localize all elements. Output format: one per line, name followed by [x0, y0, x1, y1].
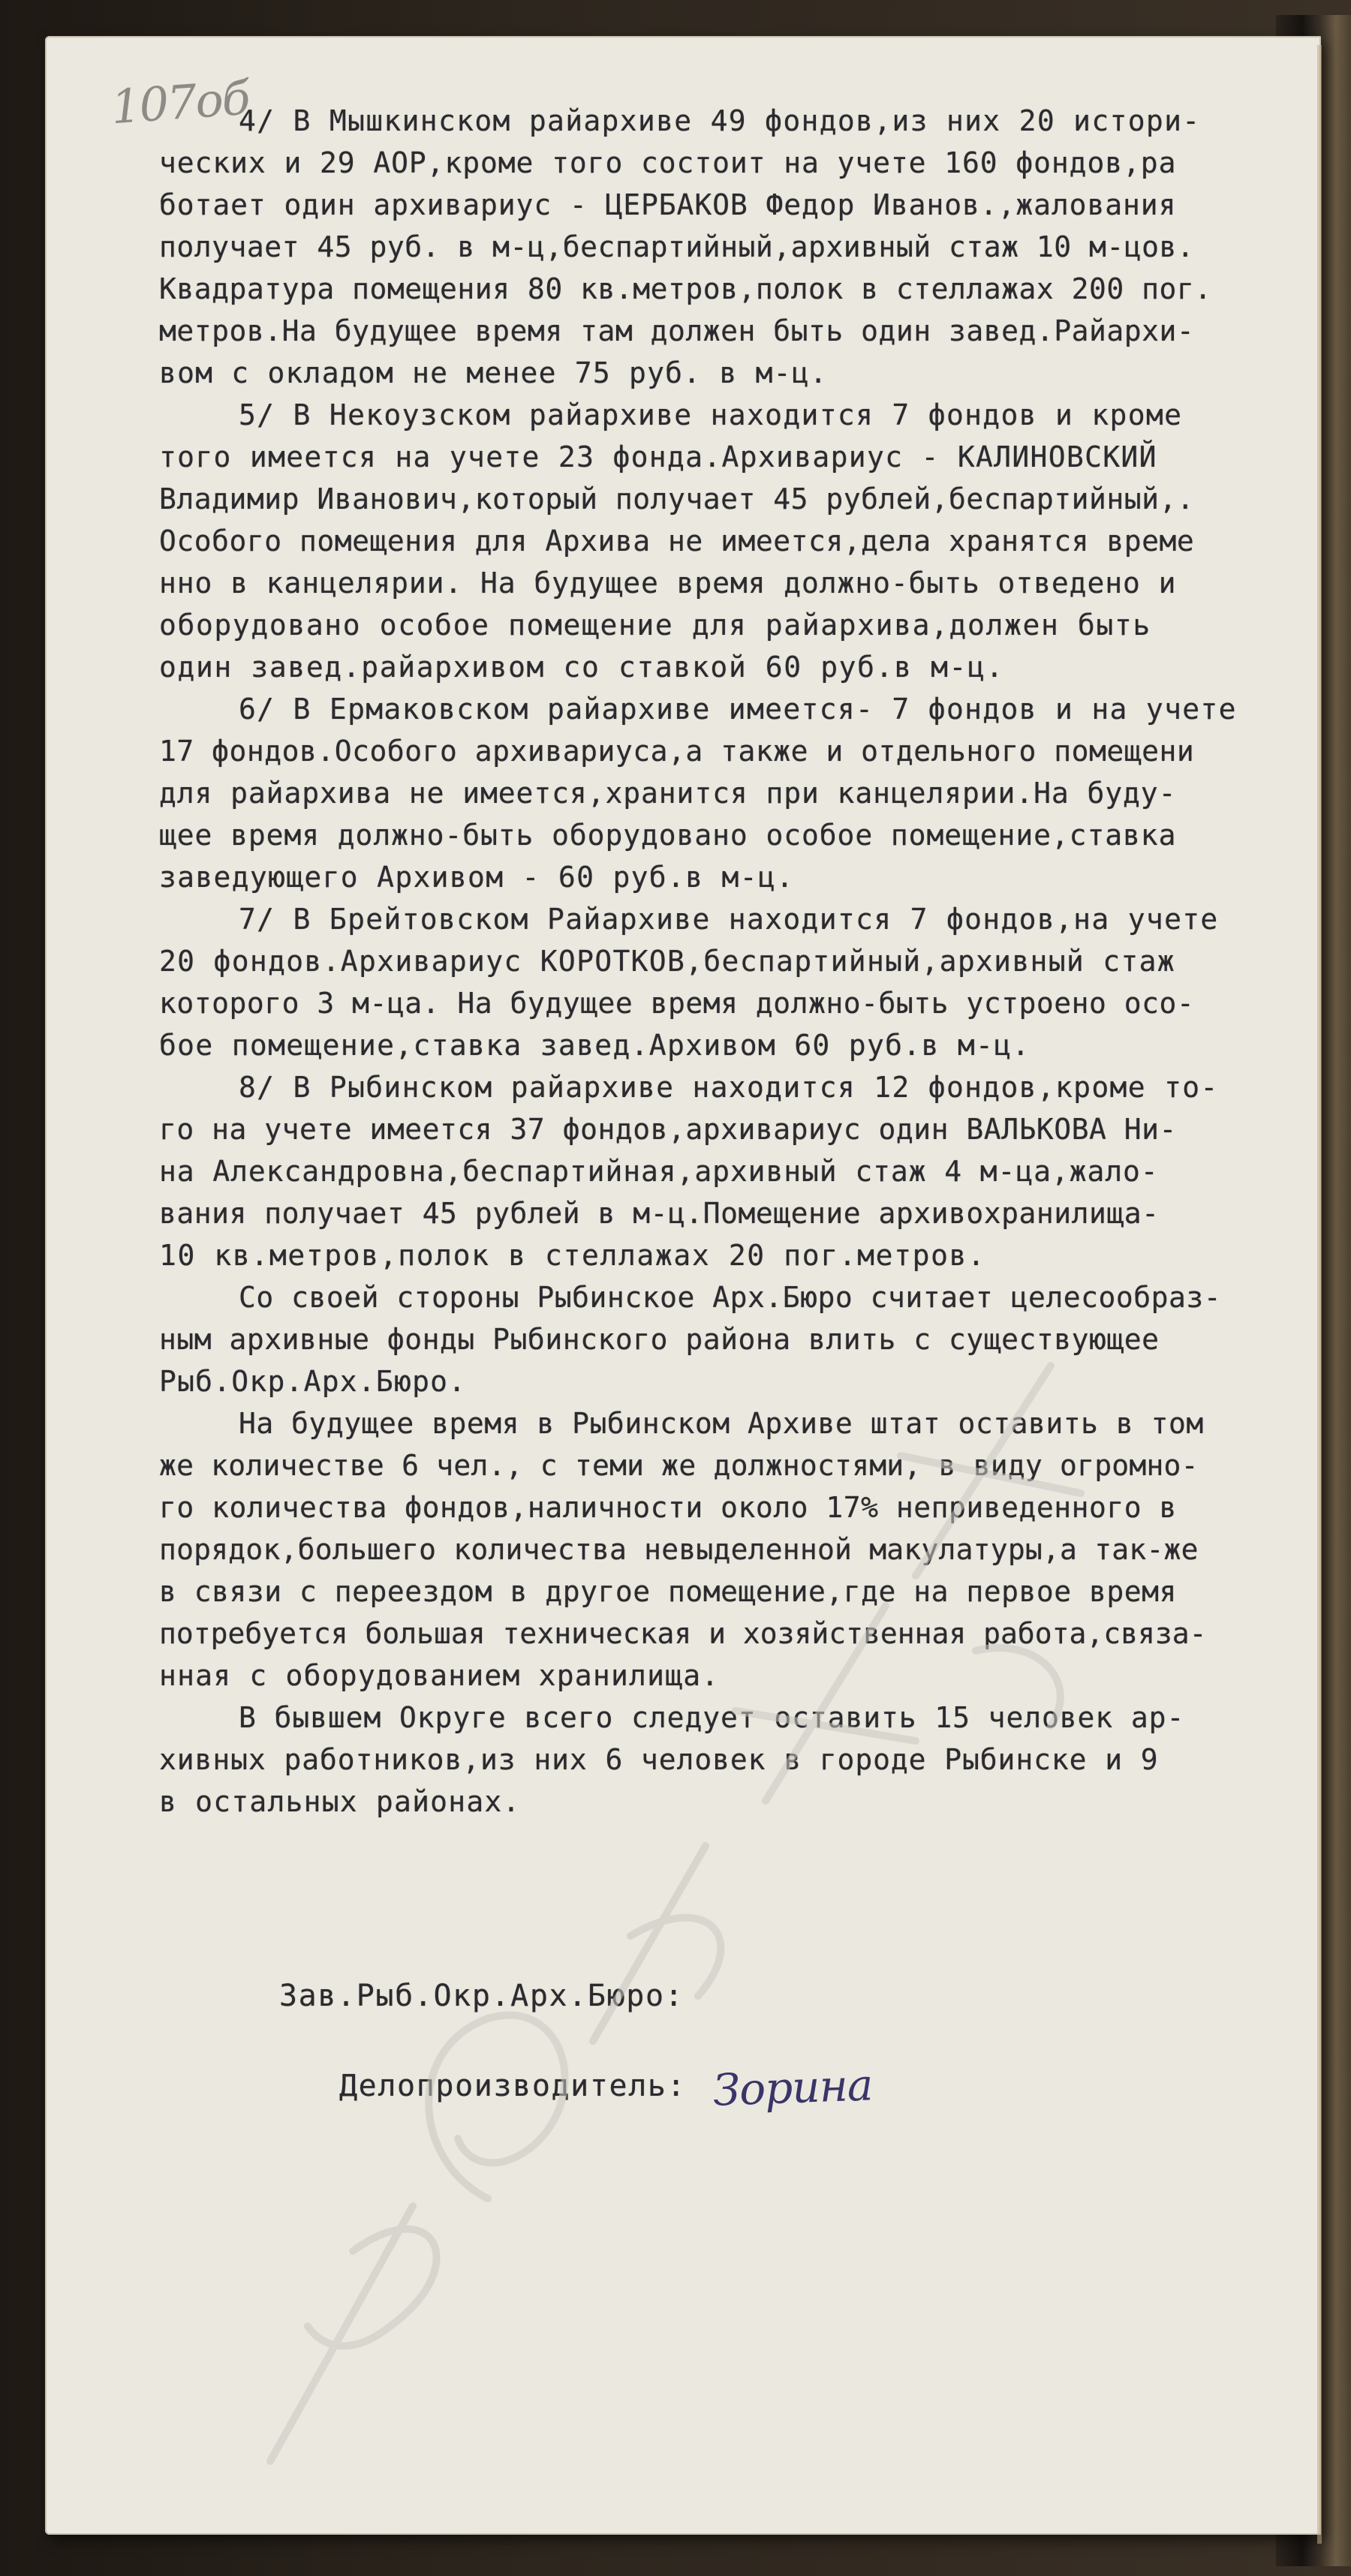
text-line: 10 кв.метров,полок в стеллажах 20 пог.метров.: [159, 1239, 986, 1272]
text-line: которого 3 м-ца. На будущее время должно-быть устроено осо-: [159, 987, 1195, 1020]
text-line: 8/ В Рыбинском райархиве находится 12 фондов,кроме то-: [239, 1071, 1219, 1104]
text-line: Особого помещения для Архива не имеется,дела хранятся време: [159, 525, 1195, 558]
text-line: 17 фондов.Особого архивариуса,а также и отдельного помещени: [159, 735, 1195, 768]
text-line: получает 45 руб. в м-ц,беспартийный,архивный стаж 10 м-цов.: [159, 230, 1195, 263]
text-line: потребуется большая техническая и хозяйственная работа,связа-: [159, 1617, 1207, 1650]
text-line: вом с окладом не менее 75 руб. в м-ц.: [159, 356, 828, 389]
text-line: Квадратура помещения 80 кв.метров,полок в стеллажах 200 пог.: [159, 272, 1212, 305]
text-line: 4/ В Мышкинском райархиве 49 фондов,из них 20 истори-: [239, 104, 1201, 137]
text-line: ботает один архивариус - ЦЕРБАКОВ Федор Иванов.,жалования: [159, 188, 1177, 221]
text-line: на Александровна,беспартийная,архивный стаж 4 м-ца,жало-: [159, 1155, 1159, 1188]
text-line: хивных работников,из них 6 человек в городе Рыбинске и 9: [159, 1743, 1159, 1776]
text-line: Владимир Иванович,который получает 45 рублей,беспартийный,.: [159, 482, 1195, 516]
text-line: нно в канцелярии. На будущее время должно-быть отведено и: [159, 567, 1177, 600]
foliation-mark: 107об: [109, 70, 251, 135]
text-line: для райархива не имеется,хранится при канцелярии.На буду-: [159, 777, 1177, 810]
text-line: 20 фондов.Архивариус КОРОТКОВ,беспартийный,архивный стаж: [159, 945, 1175, 978]
clerk-signature: Зорина: [712, 2059, 874, 2116]
text-line: 5/ В Некоузском райархиве находится 7 фондов и кроме: [239, 398, 1183, 431]
clerk-title-label: Делопроизводитель:: [339, 2069, 687, 2103]
text-line: На будущее время в Рыбинском Архиве штат оставить в том: [239, 1407, 1204, 1440]
head-title-label: Зав.Рыб.Окр.Арх.Бюро:: [279, 1979, 685, 2013]
text-line: в остальных районах.: [159, 1785, 521, 1818]
text-line: ным архивные фонды Рыбинского района влить с существующее: [159, 1323, 1160, 1356]
text-line: 7/ В Брейтовском Райархиве находится 7 фондов,на учете: [239, 903, 1219, 936]
text-line: один завед.райархивом со ставкой 60 руб.в м-ц.: [159, 651, 1004, 684]
text-line: В бывшем Округе всего следует оставить 15 человек ар-: [239, 1701, 1185, 1734]
text-line: бое помещение,ставка завед.Архивом 60 руб.в м-ц.: [159, 1029, 1031, 1062]
text-line: того имеется на учете 23 фонда.Архивариус - КАЛИНОВСКИЙ: [159, 440, 1157, 473]
text-line: го количества фондов,наличности около 17% неприведенного в: [159, 1491, 1177, 1524]
text-line: Со своей стороны Рыбинское Арх.Бюро считает целесообраз-: [239, 1281, 1222, 1314]
text-line: го на учете имеется 37 фондов,архивариус один ВАЛЬКОВА Ни-: [159, 1113, 1177, 1146]
text-line: в связи с переездом в другое помещение,где на первое время: [159, 1575, 1177, 1608]
text-line: 6/ В Ермаковском райархиве имеется- 7 фондов и на учете: [239, 693, 1237, 726]
text-line: оборудовано особое помещение для райархива,должен быть: [159, 609, 1151, 642]
text-line: вания получает 45 рублей в м-ц.Помещение архивохранилища-: [159, 1197, 1160, 1230]
text-line: Рыб.Окр.Арх.Бюро.: [159, 1365, 467, 1398]
text-line: щее время должно-быть оборудовано особое помещение,ставка: [159, 819, 1177, 852]
text-line: же количестве 6 чел., с теми же должностями, в виду огромно-: [159, 1449, 1199, 1482]
text-line: заведующего Архивом - 60 руб.в м-ц.: [159, 861, 795, 894]
text-line: ческих и 29 АОР,кроме того состоит на учете 160 фондов,ра: [159, 146, 1177, 179]
text-line: метров.На будущее время там должен быть один завед.Райархи-: [159, 314, 1195, 347]
text-line: порядок,большего количества невыделенной макулатуры,а так-же: [159, 1533, 1199, 1566]
text-line: нная с оборудованием хранилища.: [159, 1659, 720, 1692]
